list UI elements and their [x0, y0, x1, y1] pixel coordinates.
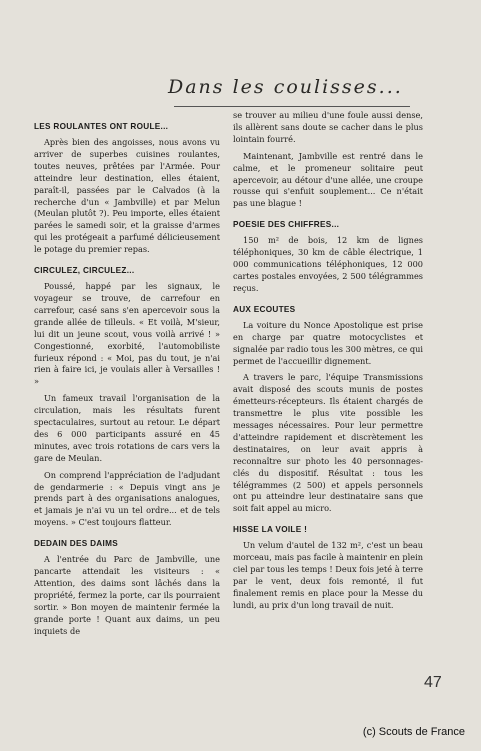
section-heading-circulez: CIRCULEZ, CIRCULEZ... [34, 266, 135, 276]
paragraph: Après bien des angoisses, nous avons vu arriver de superbes cuisines roulantes, toutes neuves, prêtées par l'Armée. Pour atteindre leur destination, elles étaient, paraît-il, passées par le Calvados (à la recherche d'un « Jambville) et par Melun (Meulan plutôt ?). Peu importe, elles étaient parées le samedi soir, et la graisse d'armes qui les protégeait a parfumé délicieusement le potage du premier repas. [34, 137, 220, 255]
copyright-credit: (c) Scouts de France [362, 726, 465, 738]
section-heading-daims: DEDAIN DES DAIMS [34, 539, 118, 549]
page-title: Dans les coulisses... [168, 76, 403, 98]
section-heading-roulantes: LES ROULANTES ONT ROULE... [34, 122, 169, 131]
paragraph: Un velum d'autel de 132 m², c'est un beau morceau, mais pas facile à maintenir en plein ciel par tous les temps ! Deux fois jeté à terre par le vent, deux fois remonté, il fut finalement remis en place pour la Messe du lundi, au prix d'un long travail de nuit. [233, 540, 424, 610]
paragraph: 150 m² de bois, 12 km de lignes téléphoniques, 30 km de câble électrique, 1 000 communications téléphoniques, 12 000 cartes postales envoyées, 2 500 télégrammes reçus. [233, 235, 423, 293]
paragraph: Maintenant, Jambville est rentré dans le calme, et le promeneur solitaire peut apercevoir, au détour d'une allée, une croupe rousse qui s'enfuit souplement... Ce n'était pas une blague ! [233, 150, 423, 209]
left-column [34, 110, 220, 643]
paragraph: On comprend l'appréciation de l'adjudant de gendarmerie : « Depuis vingt ans je prends part à des organisations analogues, et jamais je n'ai vu un tel ordre... et de tels moyens. » C'est toujours flatteur. [34, 469, 220, 528]
title-rule [174, 106, 410, 107]
section-heading-ecoutes: AUX ECOUTES [233, 304, 296, 314]
paragraph: Poussé, happé par les signaux, le voyageur se trouve, de carrefour en carrefour, casé sans s'en apercevoir sous la grande allée de tilleuls. « Et voilà, M'sieur, lui dit un jeune scout, vous voilà arrivé ! » Congestionné, exorbité, l'automobiliste furieux répond : « Moi, pas du tout, je n'ai rien à faire ici, je voulais aller à Versailles ! » [34, 281, 220, 387]
section-heading-poesie: POESIE DES CHIFFRES... [233, 220, 340, 230]
paragraph: A travers le parc, l'équipe Transmissions avait disposé des scouts munis de postes émetteurs-récepteurs. Ils étaient chargés de transmettre le plus vite possible les messages nécessaires. Pour leur permettre d'atteindre rapidement et discrètement les destinataires, on leur avait appris à reconnaître sur photo les 40 personnages-clés du dispositif. Résultat : tous les télégrammes (2 500) et appels personnels ont pu atteindre leur destinataire sans que soit fait appel au micro. [233, 372, 423, 514]
paragraph: Un fameux travail l'organisation de la circulation, mais les résultats furent spectaculaires, surtout au retour. Le départ des 6 000 participants assuré en 45 minutes, avec trois rotations de cars vers la gare de Meulan. [34, 393, 220, 463]
page-number: 47 [424, 674, 442, 691]
paragraph: A l'entrée du Parc de Jambville, une pancarte attendait les visiteurs : « Attention, des daims sont lâchés dans la propriété, fermez la porte, car ils pourraient sortir. » Bon moyen de maintenir fermée la grande porte ! Quant aux daims, un peu inquiets de [34, 554, 220, 636]
paragraph: se trouver au milieu d'une foule aussi dense, ils allèrent sans doute se cacher dans le plus lointain fourré. [233, 110, 423, 144]
paragraph: La voiture du Nonce Apostolique est prise en charge par quatre motocyclistes et signalée par radio tous les 300 mètres, ce qui permet de l'accueillir dignement. [233, 319, 423, 366]
right-column [233, 110, 423, 617]
section-heading-voile: HISSE LA VOILE ! [233, 525, 308, 535]
